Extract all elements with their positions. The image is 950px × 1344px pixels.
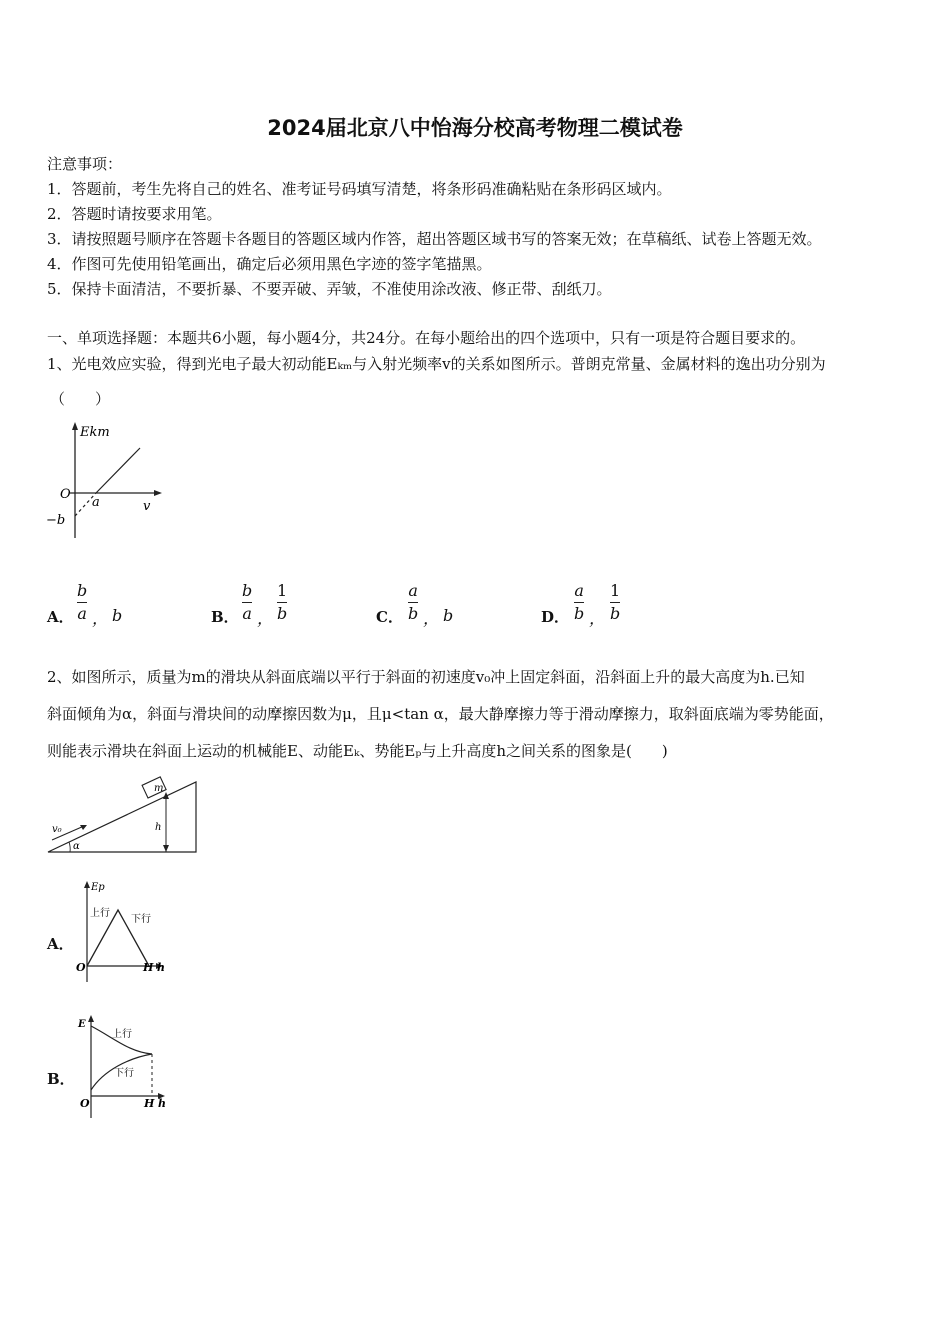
incline [48,782,196,852]
height-label: h [155,822,162,833]
down-label: 下行 [114,1068,134,1079]
notice-heading: 注意事项： [47,155,123,173]
notice-item: 3．请按照题号顺序在答题卡各题目的答题区域内作答，超出答题区域书写的答案无效；在草稿纸、试卷上答题无效。 [47,230,822,248]
section-heading: 一、单项选择题：本题共6小题，每小题4分，共24分。在每小题给出的四个选项中，只有一项是符合题目要求的。 [47,329,806,347]
y-arrow [84,881,90,888]
x-max-label: H [144,1097,155,1110]
q1-option-d-second-fraction: 1 b [610,581,621,623]
q1-option-a-label[interactable]: A． [47,608,74,626]
page-title: 2024届北京八中怡海分校高考物理二模试卷 [267,116,683,140]
y-arrow [88,1015,94,1022]
q1-graph [40,420,180,540]
y-label: Ep [91,882,105,893]
q1-option-b-label[interactable]: B． [211,608,239,626]
q2-stem-line1: 2、如图所示，质量为m的滑块从斜面底端以平行于斜面的初速度v₀冲上固定斜面，沿斜面上升的最大高度为h.已知 [47,668,805,686]
origin-label: O [76,961,86,974]
q1-option-b-sep: ， [257,609,274,628]
q1-paren: （ ） [50,390,111,408]
intercept-a: a [92,495,100,510]
y-label: Ekm [80,425,110,440]
q1-stem: 1、光电效应实验，得到光电子最大初动能Eₖₘ与入射光频率v的关系如图所示。普朗克常量、金属材料的逸出功分别为 [47,355,826,373]
velocity-label: v₀ [52,824,62,835]
x-arrow [154,490,162,496]
q2-option-a-label[interactable]: A． [47,935,74,953]
q2-option-b-graph [74,1012,174,1120]
y-arrow [72,422,78,430]
notice-item: 5．保持卡面清洁，不要折暴、不要弄破、弄皱，不准使用涂改液、修正带、刮纸刀。 [47,280,612,298]
origin-label: O [60,487,71,502]
q1-option-b-fraction: b a [242,581,253,623]
q1-option-d-fraction: a b [574,581,585,623]
q1-option-d-label[interactable]: D． [541,608,570,626]
q1-option-b-second-fraction: 1 b [277,581,288,623]
x-label: h [158,1097,166,1110]
q1-option-d-sep: ， [589,609,606,628]
q2-option-b-label[interactable]: B． [47,1070,75,1088]
notice-item: 2．答题时请按要求用笔。 [47,205,222,223]
q1-option-a-fraction: b a [77,581,88,623]
origin-label: O [80,1097,90,1110]
y-label: E [78,1019,86,1030]
q1-option-a-second: b [112,606,123,625]
x-label: v [143,499,151,514]
x-max-label: H [143,961,154,974]
height-arrow-bottom [163,845,169,852]
x-label: h [157,961,165,974]
notice-item: 4．作图可先使用铅笔画出，确定后必须用黑色字迹的签字笔描黑。 [47,255,492,273]
q1-option-c-second: b [443,606,454,625]
line-solid [96,448,140,493]
q1-option-a-sep: ， [92,609,109,628]
angle-arc [69,842,70,852]
q1-option-c-sep: ， [423,609,440,628]
intercept-b: −b [46,513,66,528]
up-label: 上行 [112,1029,132,1040]
up-label: 上行 [90,908,110,919]
q1-option-c-label[interactable]: C． [376,608,403,626]
incline-diagram [44,770,204,860]
q2-stem-line3: 则能表示滑块在斜面上运动的机械能E、动能Eₖ、势能Eₚ与上升高度h之间关系的图象是( ) [47,742,668,760]
mass-label: m [154,783,164,794]
down-label: 下行 [131,914,151,925]
q2-option-a-graph [74,878,174,983]
q2-stem-line2: 斜面倾角为α，斜面与滑块间的动摩擦因数为μ，且μ<tan α，最大静摩擦力等于滑动摩擦力，取斜面底端为零势能面， [47,705,834,723]
angle-label: α [73,841,80,852]
q1-option-c-fraction: a b [408,581,419,623]
notice-item: 1．答题前，考生先将自己的姓名、准考证号码填写清楚，将条形码准确粘贴在条形码区域内。 [47,180,672,198]
